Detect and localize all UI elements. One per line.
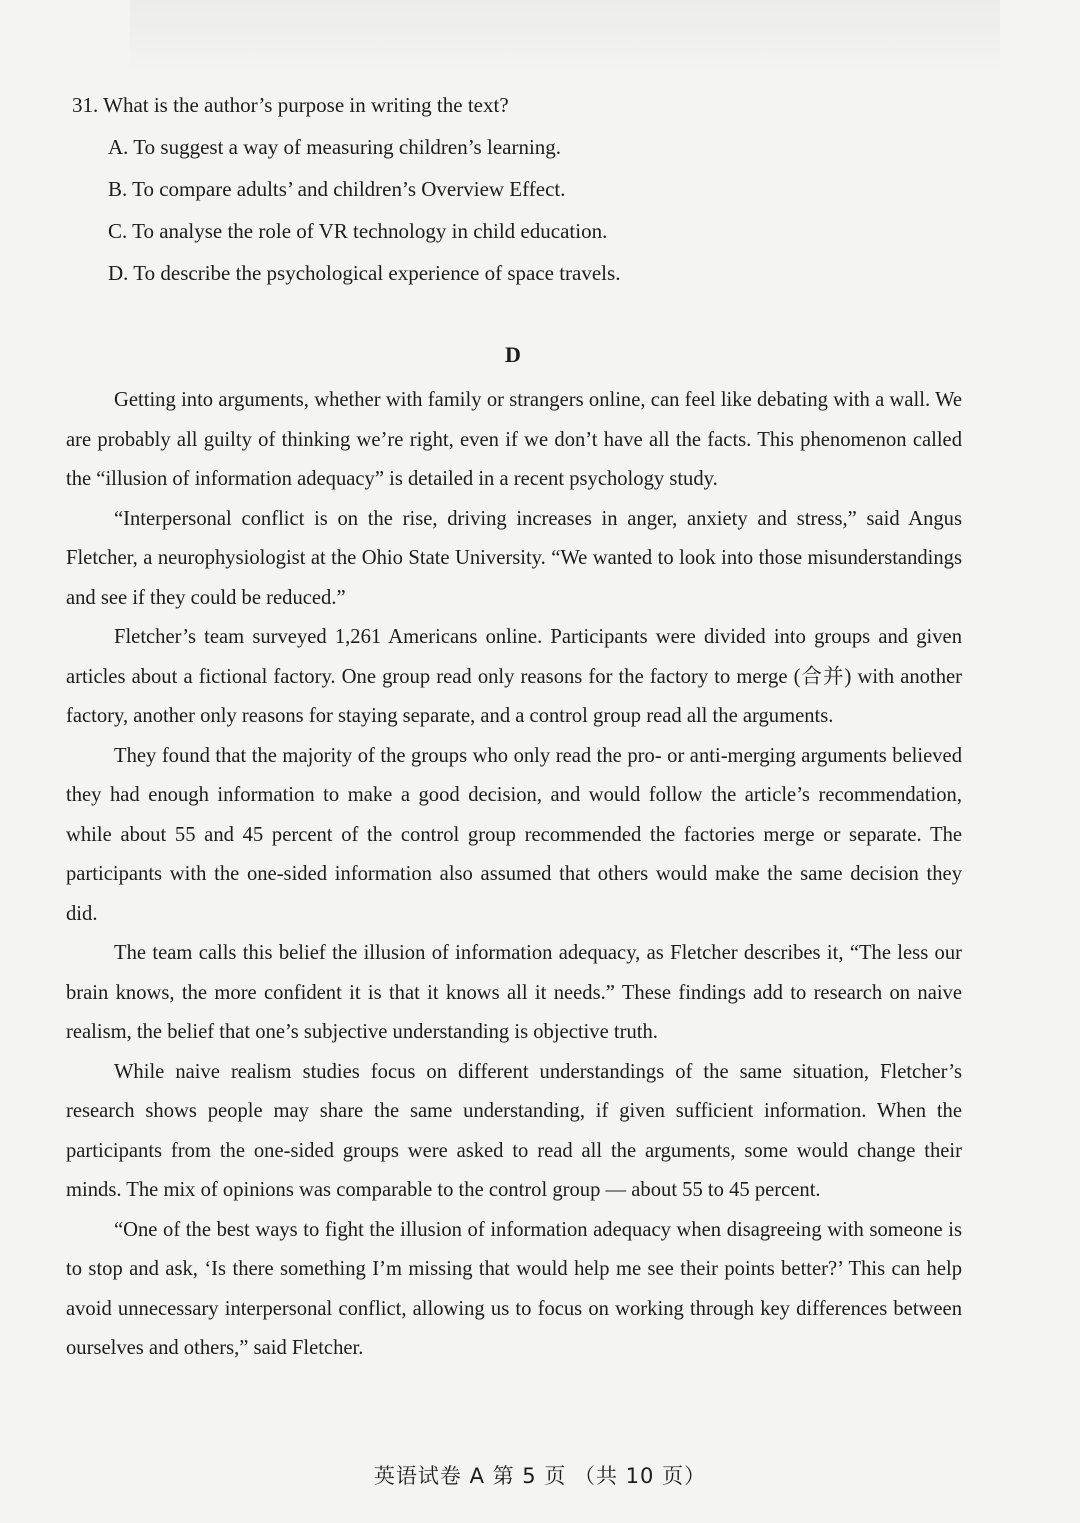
question-31 bbox=[72, 88, 972, 298]
paragraph-2: “Interpersonal conflict is on the rise, driving increases in anger, anxiety and stress,” said Angus Fletcher, a neurophysiologist at the Ohio State University. “We wanted to look into those misunderstandings and see if they could be reduced.” bbox=[66, 507, 962, 609]
section-heading: D bbox=[505, 342, 521, 367]
option-b: B. To compare adults’ and children’s Overview Effect. bbox=[108, 177, 566, 201]
option-d: D. To describe the psychological experience of space travels. bbox=[108, 261, 621, 285]
paragraph-5: The team calls this belief the illusion of information adequacy, as Fletcher describes it, “The less our brain knows, the more confident it is that it knows all it needs.” These findings add to research on naive realism, the belief that one’s subjective understanding is objective truth. bbox=[66, 942, 962, 1043]
paragraph-6: While naive realism studies focus on different understandings of the same situation, Fletcher’s research shows people may share the same understanding, if given sufficient information. When the participants from the one-sided groups were asked to read all the arguments, some would change their minds. The mix of opinions was comparable to the control group — about 55 to 45 percent. bbox=[66, 1060, 962, 1201]
paragraph-4: They found that the majority of the groups who only read the pro- or anti-merging arguments believed they had enough information to make a good decision, and would follow the article’s recommendation, while about 55 and 45 percent of the control group recommended the factories merge or separate. The participants with the one-sided information also assumed that others would make the same decision they did. bbox=[66, 744, 962, 925]
scan-shadow bbox=[130, 0, 1000, 72]
paragraph-7: “One of the best ways to fight the illusion of information adequacy when disagreeing with someone is to stop and ask, ‘Is there something I’m missing that would help me see their points better?’ This can help avoid unnecessary interpersonal conflict, allowing us to focus on working through key differences between ourselves and others,” said Fletcher. bbox=[66, 1218, 962, 1359]
reading-passage bbox=[66, 381, 962, 1369]
option-c: C. To analyse the role of VR technology in child education. bbox=[108, 219, 608, 243]
paragraph-1: Getting into arguments, whether with family or strangers online, can feel like debating with a wall. We are probably all guilty of thinking we’re right, even if we don’t have all the facts. This phenomenon called the “illusion of information adequacy” is detailed in a recent psychology study. bbox=[66, 389, 962, 490]
question-stem: 31. What is the author’s purpose in writing the text? bbox=[72, 93, 509, 117]
answer-options bbox=[72, 130, 972, 290]
paragraph-3: Fletcher’s team surveyed 1,261 Americans online. Participants were divided into groups and given articles about a fictional factory. One group read only reasons for the factory to merge (合并) with another factory, another only reasons for staying separate, and a control group read all the arguments. bbox=[66, 626, 962, 727]
option-a: A. To suggest a way of measuring children’s learning. bbox=[108, 135, 562, 159]
page-footer: 英语试卷 A 第 5 页 （共 10 页） bbox=[373, 1464, 707, 1488]
